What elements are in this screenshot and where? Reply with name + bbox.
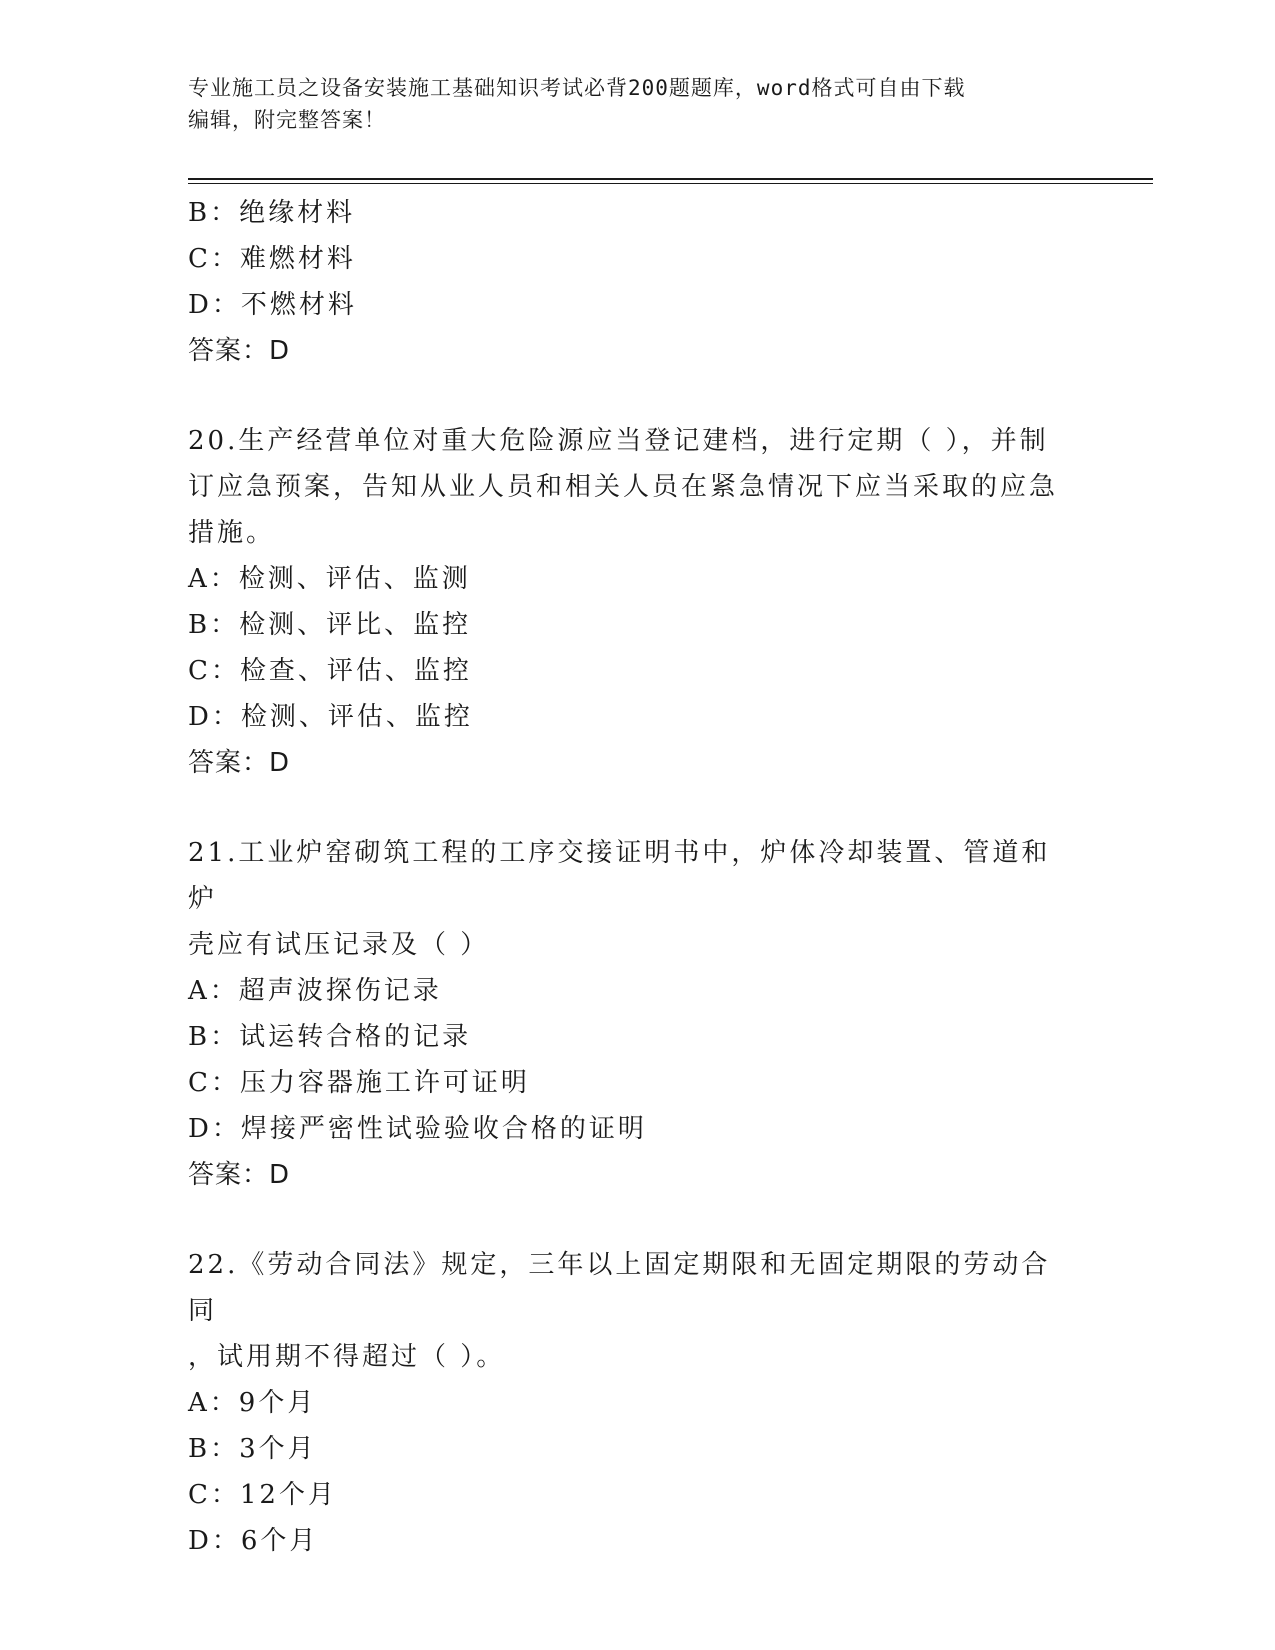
option-c: C：难燃材料 — [188, 244, 356, 274]
document-body — [188, 190, 1088, 1564]
option-a: A：检测、评估、监测 — [188, 564, 471, 594]
answer-line: 答案：D — [188, 336, 291, 366]
option-b: B：试运转合格的记录 — [188, 1022, 472, 1052]
question-stem — [188, 418, 1078, 556]
question-21 — [188, 830, 1088, 1198]
option-b: B：检测、评比、监控 — [188, 610, 472, 640]
header-title-line-2: 编辑，附完整答案！ — [188, 108, 386, 132]
question-stem-line: 22.《劳动合同法》规定，三年以上固定期限和无固定期限的劳动合同 — [188, 1250, 1051, 1326]
answer-line: 答案：D — [188, 1160, 291, 1190]
option-a: A：超声波探伤记录 — [188, 976, 442, 1006]
option-d: D：不燃材料 — [188, 290, 357, 320]
option-d: D：6个月 — [188, 1526, 319, 1556]
option-c: C：检查、评估、监控 — [188, 656, 472, 686]
question-stem — [188, 1242, 1078, 1380]
header-title-line-1: 专业施工员之设备安装施工基础知识考试必背200题题库，word格式可自由下载 — [188, 76, 966, 100]
option-c: C：12个月 — [188, 1480, 337, 1510]
question-stem-line: 壳应有试压记录及（ ） — [188, 930, 490, 960]
question-stem-line: 21.工业炉窑砌筑工程的工序交接证明书中，炉体冷却装置、管道和炉 — [188, 838, 1051, 914]
option-c: C：压力容器施工许可证明 — [188, 1068, 530, 1098]
option-d: D：焊接严密性试验验收合格的证明 — [188, 1114, 647, 1144]
question-stem-line: 订应急预案，告知从业人员和相关人员在紧急情况下应当采取的应急 — [188, 472, 1059, 502]
header-divider-thin — [188, 183, 1153, 184]
option-b: B：3个月 — [188, 1434, 317, 1464]
question-stem-line: 措施。 — [188, 518, 276, 548]
previous-question-continuation — [188, 190, 1088, 374]
option-a: A：9个月 — [188, 1388, 317, 1418]
option-d: D：检测、评估、监控 — [188, 702, 473, 732]
question-stem-line: 20.生产经营单位对重大危险源应当登记建档，进行定期（ ），并制 — [188, 426, 1049, 456]
question-22 — [188, 1242, 1088, 1564]
header-divider-thick — [188, 178, 1153, 180]
document-header — [188, 72, 1068, 136]
option-b: B：绝缘材料 — [188, 198, 356, 228]
question-stem-line: ，试用期不得超过（ ）。 — [188, 1342, 506, 1372]
question-stem — [188, 830, 1078, 968]
question-20 — [188, 418, 1088, 786]
answer-line: 答案：D — [188, 748, 291, 778]
